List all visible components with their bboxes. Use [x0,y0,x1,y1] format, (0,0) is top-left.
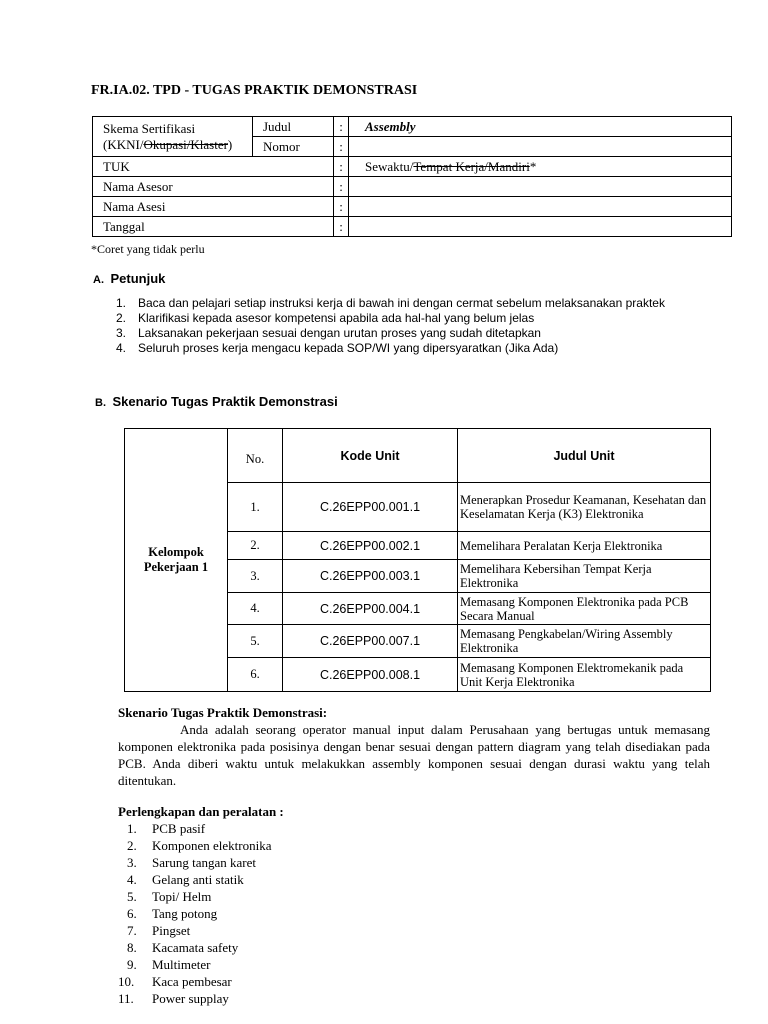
info-table [92,116,732,237]
cell-kode: C.26EPP00.004.1 [283,593,458,625]
cell-kode: C.26EPP00.002.1 [283,532,458,560]
skema-sublabel: (KKNI/Okupasi/Klaster) [103,136,233,152]
list-item: 9. Multimeter [127,957,211,972]
list-item: 4. Seluruh proses kerja mengacu kepada SOP/WI yang dipersyaratkan (Jika Ada) [116,341,559,355]
group-label-cell [125,429,228,692]
colon: : [334,177,349,197]
cell-judul: Memasang Komponen Elektromekanik pada Unit Kerja Elektronika [458,658,711,692]
list-item: 7. Pingset [127,923,191,938]
list-item: 3. Laksanakan pekerjaan sesuai dengan urutan proses yang sudah ditetapkan [116,326,541,340]
list-item: 4. Gelang anti statik [127,872,244,887]
group-sublabel: Pekerjaan 1 [143,560,209,574]
list-item: 3. Sarung tangan karet [127,855,256,870]
tools-list [118,820,284,1007]
document-title: FR.IA.02. TPD - TUGAS PRAKTIK DEMONSTRASI [91,83,418,98]
tuk-label: TUK [93,157,334,177]
judul-label: Judul [253,117,334,137]
group-label: Kelompok [148,545,204,559]
cell-kode: C.26EPP00.003.1 [283,560,458,593]
list-item: 11. Power supplay [118,991,229,1006]
scenario-text: Anda adalah seorang operator manual input dalam Perusahaan yang bertugas untuk memasang komponen elektronika pada posisinya dengan benar sesuai dengan pattern diagram yang telah disediakan pada PCB. Anda diberi waktu untuk melakukkan assembly komponen sesuai dengan durasi waktu yang telah ditentukan. [118,722,710,788]
header-kode: Kode Unit [283,429,458,483]
cell-judul: Menerapkan Prosedur Keamanan, Kesehatan dan Keselamatan Kerja (K3) Elektronika [458,483,711,532]
section-a-heading: A. Petunjuk [93,271,166,286]
table-header-row [125,429,711,483]
colon: : [334,117,349,137]
asesor-value [349,177,732,197]
colon: : [334,197,349,217]
nomor-value [349,137,732,157]
asesi-label: Nama Asesi [93,197,334,217]
cell-no: 4. [228,593,283,625]
strike-note: *Coret yang tidak perlu [91,242,205,256]
asesor-label: Nama Asesor [93,177,334,197]
list-item: 1. Baca dan pelajari setiap instruksi kerja di bawah ini dengan cermat sebelum melaksanakan praktek [116,296,665,310]
section-b-heading: B. Skenario Tugas Praktik Demonstrasi [95,394,338,409]
cell-no: 3. [228,560,283,593]
list-item: 2. Komponen elektronika [127,838,272,853]
cell-judul: Memasang Komponen Elektronika pada PCB Secara Manual [458,593,711,625]
cell-no: 1. [228,483,283,532]
tuk-value: Sewaktu/Tempat Kerja/Mandiri* [349,157,732,177]
colon: : [334,157,349,177]
cell-no: 6. [228,658,283,692]
asesi-value [349,197,732,217]
unit-table [124,428,711,692]
judul-value: Assembly [349,117,732,137]
header-no: No. [228,429,283,483]
list-item: 6. Tang potong [127,906,218,921]
cell-judul: Memelihara Peralatan Kerja Elektronika [458,532,711,560]
cell-judul: Memelihara Kebersihan Tempat Kerja Elektronika [458,560,711,593]
list-item: 2. Klarifikasi kepada asesor kompetensi apabila ada hal-hal yang belum jelas [116,311,535,325]
cell-kode: C.26EPP00.001.1 [283,483,458,532]
tools-heading: Perlengkapan dan peralatan : [118,804,284,819]
header-judul: Judul Unit [458,429,711,483]
tanggal-value [349,217,732,237]
cell-kode: C.26EPP00.007.1 [283,625,458,658]
petunjuk-list [116,296,688,356]
skema-label-cell [93,117,253,157]
colon: : [334,137,349,157]
cell-no: 2. [228,532,283,560]
scenario-block [118,704,710,789]
tanggal-label: Tanggal [93,217,334,237]
colon: : [334,217,349,237]
tools-block [118,803,284,1007]
skema-label: Skema Sertifikasi [103,120,196,136]
list-item: 1. PCB pasif [127,821,206,836]
scenario-heading: Skenario Tugas Praktik Demonstrasi: [118,705,328,720]
cell-kode: C.26EPP00.008.1 [283,658,458,692]
cell-judul: Memasang Pengkabelan/Wiring Assembly Elektronika [458,625,711,658]
list-item: 5. Topi/ Helm [127,889,212,904]
list-item: 10. Kaca pembesar [118,974,232,989]
list-item: 8. Kacamata safety [127,940,239,955]
cell-no: 5. [228,625,283,658]
nomor-label: Nomor [253,137,334,157]
